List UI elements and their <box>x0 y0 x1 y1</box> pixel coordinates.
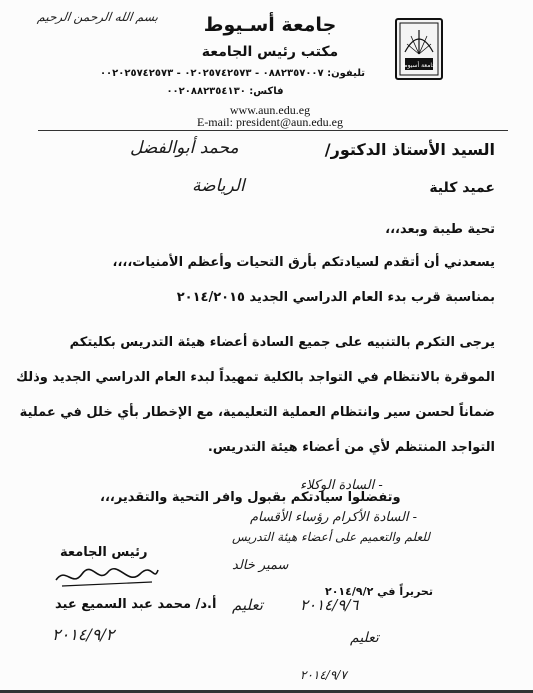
basmala-calligraphy: بسم الله الرحمن الرحيم <box>36 10 160 24</box>
recipient-heading: السيد الأستاذ الدكتور/ <box>324 140 495 159</box>
greeting: تحية طيبة وبعد،،، <box>385 222 495 237</box>
margin-note-deans: - السادة الوكلاء <box>300 478 383 493</box>
date-written: تحريراً في ٢٠١٤/٩/٢ <box>325 585 433 598</box>
handwritten-date-2: ٢٠١٤/٩/٢ <box>52 625 115 644</box>
signatory-name: أ.د/ محمد عبد السميع عيد <box>55 597 217 612</box>
opening-line: يسعدني أن أتقدم لسيادتكم بأرق التحيات وأعظم الأمنيات،،،، <box>112 255 495 270</box>
margin-note-department-heads: - السادة الأكرام رؤساء الأقسام <box>250 510 418 525</box>
body-line-1: يرجى التكرم بالتنبيه على جميع السادة أعضاء هيئة التدريس بكليتكم <box>69 335 495 350</box>
website-link[interactable]: www.aun.edu.eg <box>229 103 311 117</box>
closing-line: وتفضلوا سيادتكم بقبول وافر التحية والتقدير،،، <box>100 490 401 505</box>
email-link[interactable]: E-mail: president@aun.edu.eg <box>196 115 343 129</box>
handwritten-bottom-note: ٢٠١٤/٩/٧ <box>300 668 347 682</box>
university-name: جامعة أسـيوط <box>203 14 337 36</box>
occasion-line: بمناسبة قرب بدء العام الدراسي الجديد ٢٠١٤/٢٠١٥ <box>176 290 495 305</box>
handwritten-note-2: تعليم <box>350 630 379 646</box>
logo-text: جامعة أسيوط <box>402 62 436 69</box>
signature-scribble <box>52 562 162 590</box>
header-divider <box>38 130 508 131</box>
body-line-4: التواجد المنتظم لأي من أعضاء هيئة التدريس. <box>207 440 495 455</box>
handwritten-recipient-name: محمد أبوالفضل <box>130 138 239 158</box>
signature-title: رئيس الجامعة <box>60 545 148 560</box>
handwritten-stamp-name: سمير خالد <box>232 558 289 573</box>
handwritten-faculty-name: الرياضة <box>192 176 245 196</box>
body-line-3: ضماناً لحسن سير وانتظام العملية التعليمية، مع الإخطار بأي خلل في عملية <box>19 405 495 420</box>
handwritten-note-1: تعليم <box>232 596 263 614</box>
office-name: مكتب رئيس الجامعة <box>201 44 339 60</box>
telephone-line: تليفون: ٠٨٨٢٣٥٧٠٠٧ - ٠٢٠٢٥٧٤٢٥٧٣ - ٠٠٢٠٢٥٧٤٢٥٧٣ <box>99 68 366 79</box>
fax-line: فاكس: ٠٠٢٠٨٨٢٣٥٤١٣٠ <box>166 86 284 97</box>
recipient-title: عميد كلية <box>429 180 495 196</box>
handwritten-date-1: ٢٠١٤/٩/٦ <box>300 596 359 614</box>
body-line-2: الموقرة بالانتظام في التواجد بالكلية تمهيداً لبدء العام الدراسي الجديد وذلك <box>16 370 495 385</box>
margin-note-instruction: للعلم والتعميم على أعضاء هيئة التدريس <box>232 530 430 544</box>
